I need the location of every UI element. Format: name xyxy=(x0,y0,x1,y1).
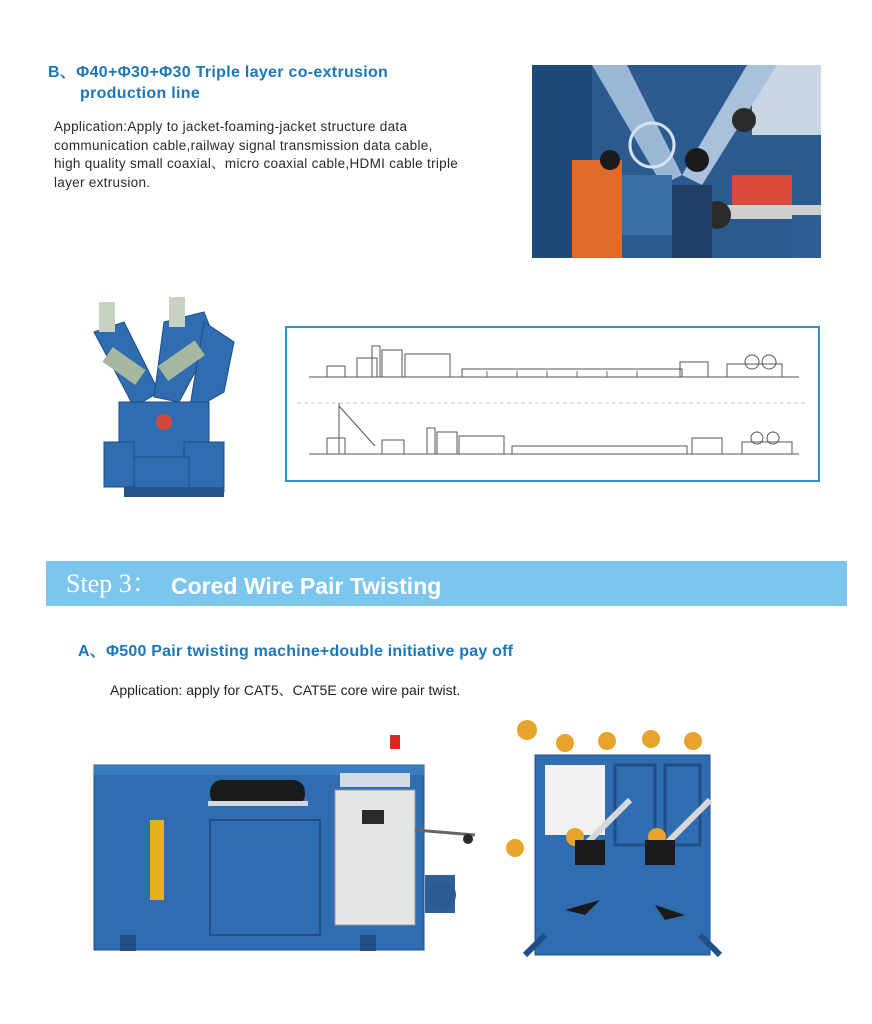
pair-twisting-machine-illustration xyxy=(90,735,485,975)
section-a-title: A、Φ500 Pair twisting machine+double initiative pay off xyxy=(78,643,514,660)
step-number-label: Step 3： xyxy=(66,569,158,598)
section-b-title-line2: production line xyxy=(80,85,201,102)
application-line: Application:Apply to jacket-foaming-jacket structure data xyxy=(54,119,408,134)
section-a-application: Application: apply for CAT5、CAT5E core wire pair twist. xyxy=(110,682,461,698)
application-line: communication cable,railway signal transmission data cable, xyxy=(54,137,433,153)
application-line: high quality small coaxial、micro coaxial cable,HDMI cable triple xyxy=(54,156,459,171)
extruder-machine-illustration xyxy=(64,292,246,502)
section-b-title xyxy=(48,62,488,104)
pay-off-machine-illustration xyxy=(505,715,730,970)
application-line: layer extrusion. xyxy=(54,174,151,190)
step-banner xyxy=(46,561,847,606)
co-extrusion-photo xyxy=(532,65,821,258)
step-title: Cored Wire Pair Twisting xyxy=(171,573,442,599)
section-b-application xyxy=(54,118,514,192)
section-b-title-line1: B、Φ40+Φ30+Φ30 Triple layer co-extrusion xyxy=(48,64,389,81)
production-line-layout-diagram xyxy=(285,326,820,482)
